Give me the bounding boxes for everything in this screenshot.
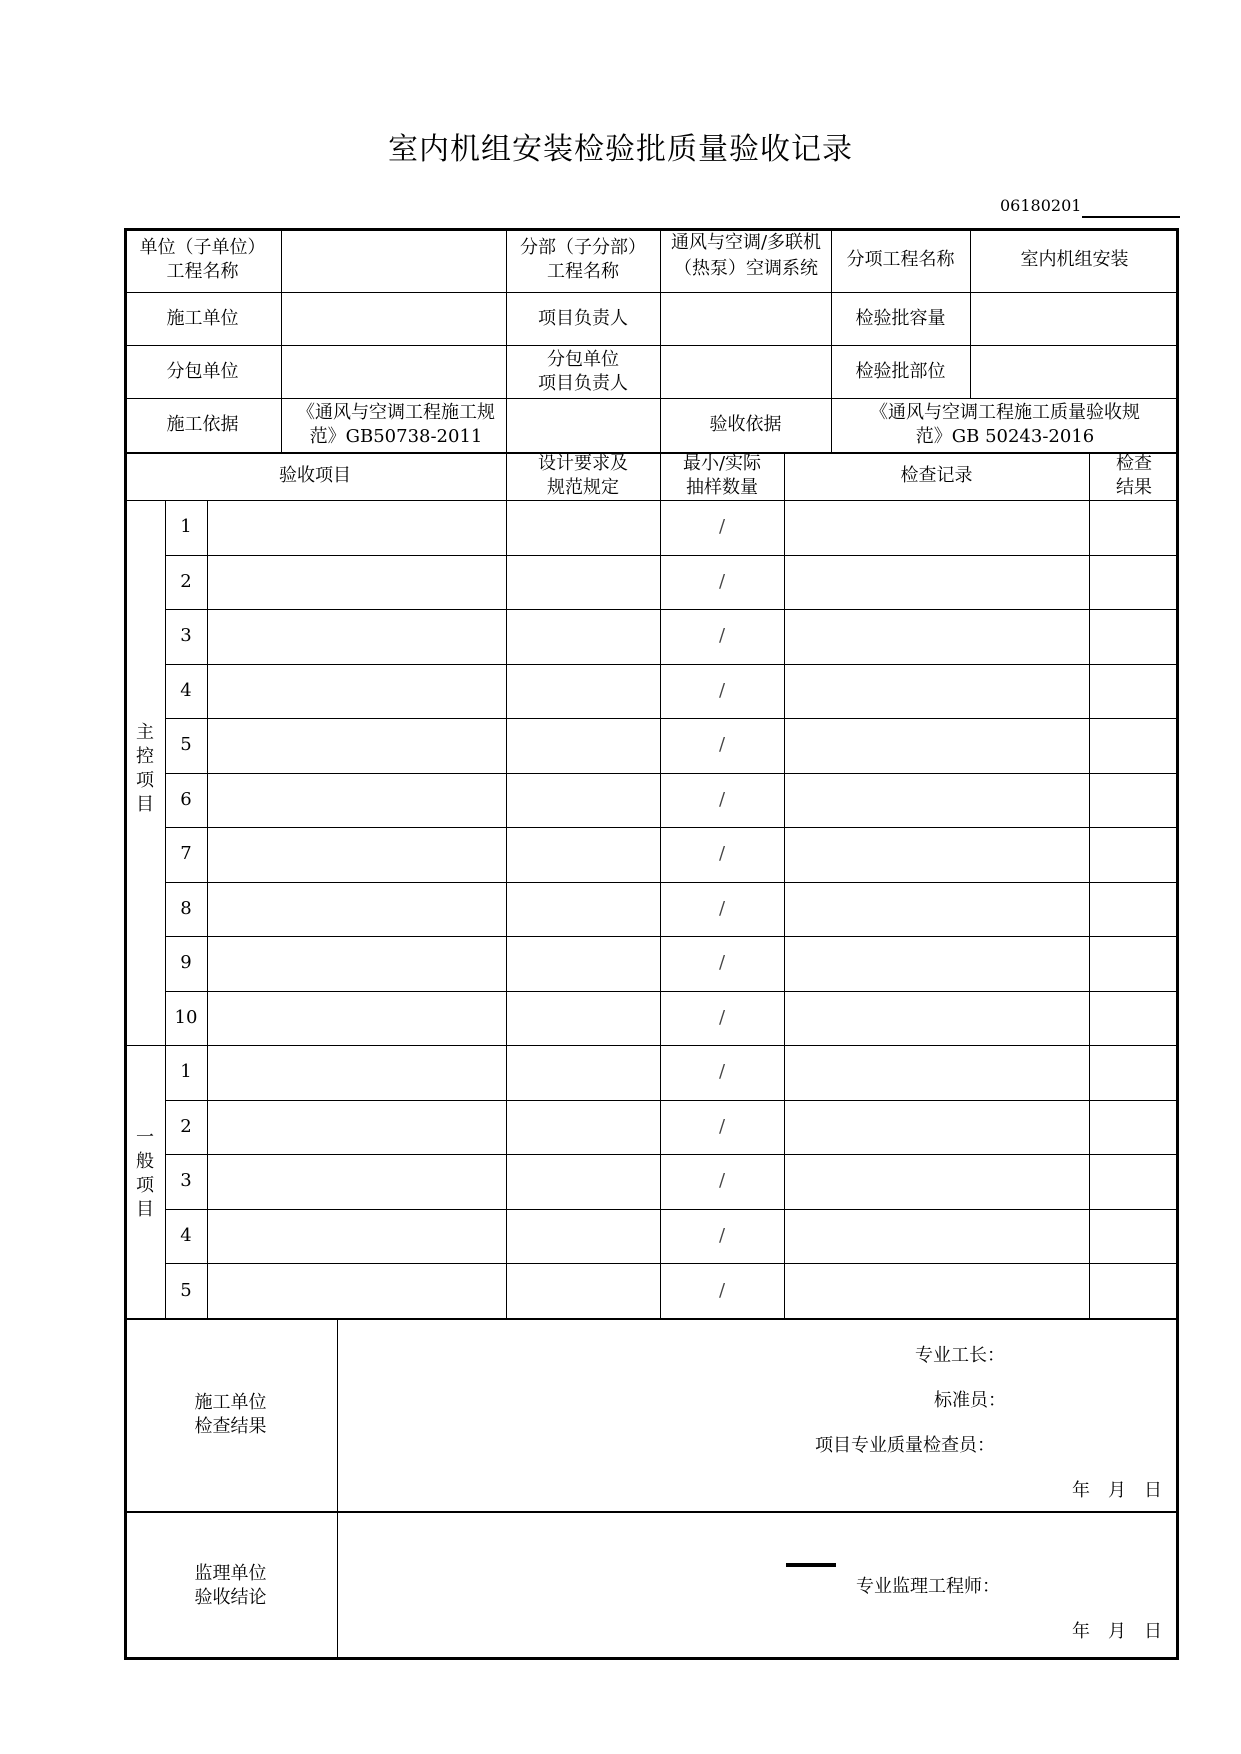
design-requirement-cell[interactable] xyxy=(506,991,660,1046)
row-number: 5 xyxy=(180,1279,192,1301)
col-header-item: 验收项目 xyxy=(279,465,351,486)
item-description-cell[interactable] xyxy=(207,773,506,828)
item-description-cell[interactable] xyxy=(207,1263,506,1318)
design-requirement-cell[interactable] xyxy=(506,1045,660,1100)
form-code: 06180201 xyxy=(1000,196,1082,215)
col-header-sample: 最小/实际 抽样数量 xyxy=(682,453,762,498)
inspection-result-cell[interactable] xyxy=(1089,882,1179,937)
design-requirement-cell[interactable] xyxy=(506,1154,660,1209)
sample-count-cell[interactable]: / xyxy=(718,952,726,974)
quality-inspector-signature-label: 项目专业质量检查员： xyxy=(815,1435,995,1456)
row-number: 4 xyxy=(180,1225,192,1247)
sample-count-cell[interactable]: / xyxy=(718,516,726,538)
inspection-record-cell[interactable] xyxy=(784,827,1089,882)
sample-count-cell[interactable]: / xyxy=(718,1170,726,1192)
foreman-signature-label: 专业工长： xyxy=(915,1345,1005,1366)
sample-count-cell[interactable]: / xyxy=(718,734,726,756)
inspection-record-cell[interactable] xyxy=(784,718,1089,773)
inspection-result-cell[interactable] xyxy=(1089,1100,1179,1155)
sample-count-cell[interactable]: / xyxy=(718,1006,726,1028)
design-requirement-cell[interactable] xyxy=(506,555,660,610)
sample-count-cell[interactable]: / xyxy=(718,679,726,701)
project-manager-label: 项目负责人 xyxy=(538,307,628,329)
sample-count-cell[interactable]: / xyxy=(718,788,726,810)
form-code-underline xyxy=(1082,216,1180,218)
general-items-label: 一般项目 xyxy=(136,1127,154,1220)
row-number: 4 xyxy=(180,679,192,701)
page-title: 室内机组安装检验批质量验收记录 xyxy=(388,132,853,167)
design-requirement-cell[interactable] xyxy=(506,1263,660,1318)
inspection-result-cell[interactable] xyxy=(1089,664,1179,719)
inspection-record-cell[interactable] xyxy=(784,991,1089,1046)
batch-location-value[interactable] xyxy=(970,345,1179,398)
inspection-result-cell[interactable] xyxy=(1089,773,1179,828)
design-requirement-cell[interactable] xyxy=(506,882,660,937)
contractor-check-label: 施工单位 检查结果 xyxy=(194,1391,267,1437)
supervisor-date: 年 月 日 xyxy=(1072,1621,1162,1642)
sample-count-cell[interactable]: / xyxy=(718,1225,726,1247)
acceptance-basis-label: 验收依据 xyxy=(709,414,782,435)
inspection-result-cell[interactable] xyxy=(1089,1209,1179,1264)
inspection-record-cell[interactable] xyxy=(784,936,1089,991)
design-requirement-cell[interactable] xyxy=(506,664,660,719)
sample-count-cell[interactable]: / xyxy=(718,625,726,647)
design-requirement-cell[interactable] xyxy=(506,718,660,773)
col-header-design: 设计要求及 规范规定 xyxy=(538,453,628,498)
row-number: 2 xyxy=(180,570,192,592)
inspection-record-cell[interactable] xyxy=(784,1209,1089,1264)
col-header-record: 检查记录 xyxy=(900,465,973,486)
row-number: 1 xyxy=(180,516,192,538)
inspection-record-cell[interactable] xyxy=(784,555,1089,610)
item-description-cell[interactable] xyxy=(207,936,506,991)
inspection-record-cell[interactable] xyxy=(784,773,1089,828)
row-number: 9 xyxy=(180,952,192,974)
design-requirement-cell[interactable] xyxy=(506,827,660,882)
inspection-result-cell[interactable] xyxy=(1089,991,1179,1046)
item-description-cell[interactable] xyxy=(207,827,506,882)
item-description-cell[interactable] xyxy=(207,1154,506,1209)
col-divider xyxy=(337,1318,338,1660)
design-requirement-cell[interactable] xyxy=(506,773,660,828)
signature-mark xyxy=(786,1563,836,1567)
supervisor-conclusion-label: 监理单位 验收结论 xyxy=(194,1562,267,1608)
row-number: 1 xyxy=(180,1061,192,1083)
item-project-label: 分项工程名称 xyxy=(846,249,955,270)
item-description-cell[interactable] xyxy=(207,609,506,664)
design-requirement-cell[interactable] xyxy=(506,1209,660,1264)
batch-location-label: 检验批部位 xyxy=(855,360,946,382)
sub-project-label: 分部（子分部） 工程名称 xyxy=(520,237,646,282)
inspection-record-cell[interactable] xyxy=(784,664,1089,719)
row-number: 2 xyxy=(180,1115,192,1137)
inspection-result-cell[interactable] xyxy=(1089,718,1179,773)
sample-count-cell[interactable]: / xyxy=(718,570,726,592)
sample-count-cell[interactable]: / xyxy=(718,897,726,919)
item-description-cell[interactable] xyxy=(207,1045,506,1100)
inspection-record-cell[interactable] xyxy=(784,1100,1089,1155)
construction-basis-label: 施工依据 xyxy=(166,414,239,435)
inspection-result-cell[interactable] xyxy=(1089,609,1179,664)
standard-officer-signature-label: 标准员： xyxy=(934,1390,1006,1411)
row-number: 3 xyxy=(180,625,192,647)
sample-count-cell[interactable]: / xyxy=(718,1279,726,1301)
item-description-cell[interactable] xyxy=(207,1100,506,1155)
acceptance-basis-value: 《通风与空调工程施工质量验收规范》GB 50243-2016 xyxy=(870,402,1140,447)
item-project-value[interactable]: 室内机组安装 xyxy=(1020,249,1129,270)
item-description-cell[interactable] xyxy=(207,1209,506,1264)
sample-count-cell[interactable]: / xyxy=(718,1115,726,1137)
item-description-cell[interactable] xyxy=(207,664,506,719)
subcontractor-value[interactable] xyxy=(281,345,506,398)
contractor-date: 年 月 日 xyxy=(1072,1480,1162,1501)
inspection-result-cell[interactable] xyxy=(1089,1045,1179,1100)
inspection-result-cell[interactable] xyxy=(1089,827,1179,882)
item-description-cell[interactable] xyxy=(207,500,506,555)
inspection-record-cell[interactable] xyxy=(784,1263,1089,1318)
col-header-result: 检查 结果 xyxy=(1116,453,1152,498)
construction-basis-value: 《通风与空调工程施工规范》GB50738-2011 xyxy=(297,402,495,447)
inspection-result-cell[interactable] xyxy=(1089,500,1179,555)
unit-project-value[interactable] xyxy=(281,228,506,292)
inspection-record-cell[interactable] xyxy=(784,882,1089,937)
inspection-result-cell[interactable] xyxy=(1089,1263,1179,1318)
item-description-cell[interactable] xyxy=(207,882,506,937)
sub-manager-value[interactable] xyxy=(660,345,831,398)
inspection-record-cell[interactable] xyxy=(784,1045,1089,1100)
item-description-cell[interactable] xyxy=(207,555,506,610)
row-number: 5 xyxy=(180,734,192,756)
inspection-record-cell[interactable] xyxy=(784,1154,1089,1209)
contractor-label: 施工单位 xyxy=(166,307,239,329)
inspection-record-cell[interactable] xyxy=(784,500,1089,555)
subcontractor-label: 分包单位 xyxy=(166,360,239,382)
batch-capacity-value[interactable] xyxy=(970,292,1179,345)
sub-manager-label: 分包单位 项目负责人 xyxy=(538,348,628,394)
contractor-value[interactable] xyxy=(281,292,506,345)
inspection-result-cell[interactable] xyxy=(1089,936,1179,991)
batch-capacity-label: 检验批容量 xyxy=(855,307,946,329)
project-manager-value[interactable] xyxy=(660,292,831,345)
inspection-result-cell[interactable] xyxy=(1089,1154,1179,1209)
item-description-cell[interactable] xyxy=(207,718,506,773)
design-requirement-cell[interactable] xyxy=(506,936,660,991)
design-requirement-cell[interactable] xyxy=(506,1100,660,1155)
supervisor-engineer-signature-label: 专业监理工程师： xyxy=(856,1576,1000,1597)
design-requirement-cell[interactable] xyxy=(506,500,660,555)
design-requirement-cell[interactable] xyxy=(506,609,660,664)
main-items-label: 主控项目 xyxy=(136,722,154,815)
sub-project-value[interactable]: 通风与空调/多联机（热泵）空调系统 xyxy=(670,232,822,279)
inspection-result-cell[interactable] xyxy=(1089,555,1179,610)
row-number: 10 xyxy=(174,1006,198,1028)
row-number: 6 xyxy=(180,788,192,810)
item-description-cell[interactable] xyxy=(207,991,506,1046)
sample-count-cell[interactable]: / xyxy=(718,1061,726,1083)
sample-count-cell[interactable]: / xyxy=(718,843,726,865)
row-number: 8 xyxy=(180,897,192,919)
unit-project-label: 单位（子单位） 工程名称 xyxy=(139,237,266,282)
inspection-record-cell[interactable] xyxy=(784,609,1089,664)
row-number: 3 xyxy=(180,1170,192,1192)
row-number: 7 xyxy=(180,843,192,865)
